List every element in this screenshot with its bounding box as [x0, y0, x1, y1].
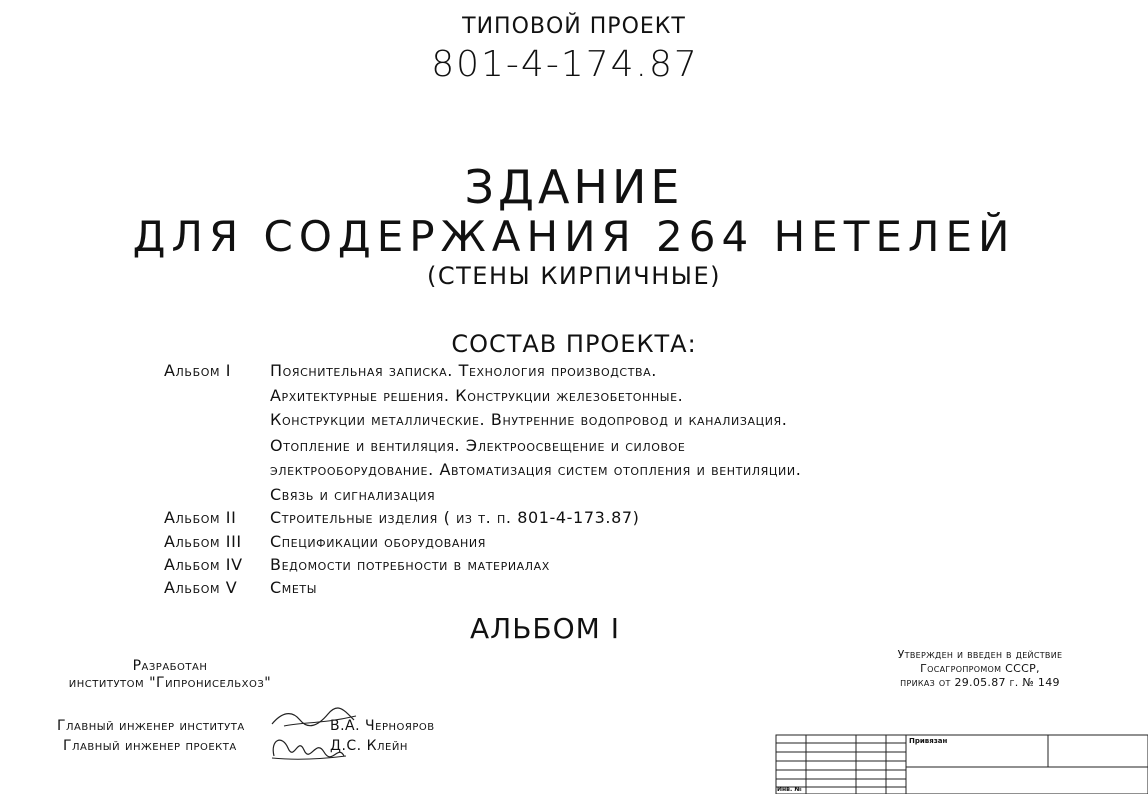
album-line: Пояснительная записка. Технология производства.: [270, 361, 657, 380]
developed-by-line-2: институтом "Гипронисельхоз": [68, 675, 272, 691]
album-line: Связь и сигнализация: [270, 485, 436, 504]
album-line: Ведомости потребности в материалах: [270, 555, 550, 574]
album-label: Альбом V: [164, 578, 238, 597]
signature-name: Д.С. Клейн: [330, 738, 408, 754]
album-line: Отопление и вентиляция. Электроосвещение и силовое: [270, 436, 686, 455]
title-line-1: ЗДАНИЕ: [464, 160, 684, 214]
album-line: Сметы: [270, 578, 318, 597]
project-number: 801-4-174.87: [431, 44, 699, 85]
handwritten-signature-1: [270, 706, 360, 732]
album-line: электрооборудование. Автоматизация систем отопления и вентиляции.: [270, 460, 802, 479]
project-type-label: ТИПОВОЙ ПРОЕКТ: [462, 14, 686, 39]
composition-heading: СОСТАВ ПРОЕКТА:: [451, 330, 697, 358]
stamp-inv: Инв. №: [777, 786, 802, 793]
album-label: Альбом IV: [164, 555, 243, 574]
signature-role: Главный инженер проекта: [63, 738, 237, 754]
album-label: Альбом II: [164, 508, 237, 527]
approval-line-2: Госагропромом СССР,: [920, 662, 1040, 675]
developed-by-line-1: Разработан: [132, 658, 208, 674]
album-line: Спецификации оборудования: [270, 532, 486, 551]
album-line: Строительные изделия ( из т. п. 801-4-173.87): [270, 508, 640, 527]
album-label: Альбом I: [164, 361, 232, 380]
title-line-2: ДЛЯ СОДЕРЖАНИЯ 264 НЕТЕЛЕЙ: [132, 212, 1016, 261]
title-subtitle: (СТЕНЫ КИРПИЧНЫЕ): [427, 262, 721, 290]
approval-line-1: Утвержден и введен в действие: [897, 648, 1063, 661]
handwritten-signature-2: [268, 730, 348, 762]
signature-name: В.А. Чернояров: [330, 718, 435, 734]
stamp-privyazan: Привязан: [909, 737, 948, 745]
stamp-grid: [776, 735, 1148, 794]
album-line: Конструкции металлические. Внутренние водопровод и канализация.: [270, 410, 788, 429]
album-line: Архитектурные решения. Конструкции железобетонные.: [270, 386, 684, 405]
current-album: АЛЬБОМ I: [470, 612, 620, 645]
approval-line-3: приказ от 29.05.87 г. № 149: [900, 676, 1060, 689]
album-label: Альбом III: [164, 532, 242, 551]
signature-role: Главный инженер института: [57, 718, 245, 734]
